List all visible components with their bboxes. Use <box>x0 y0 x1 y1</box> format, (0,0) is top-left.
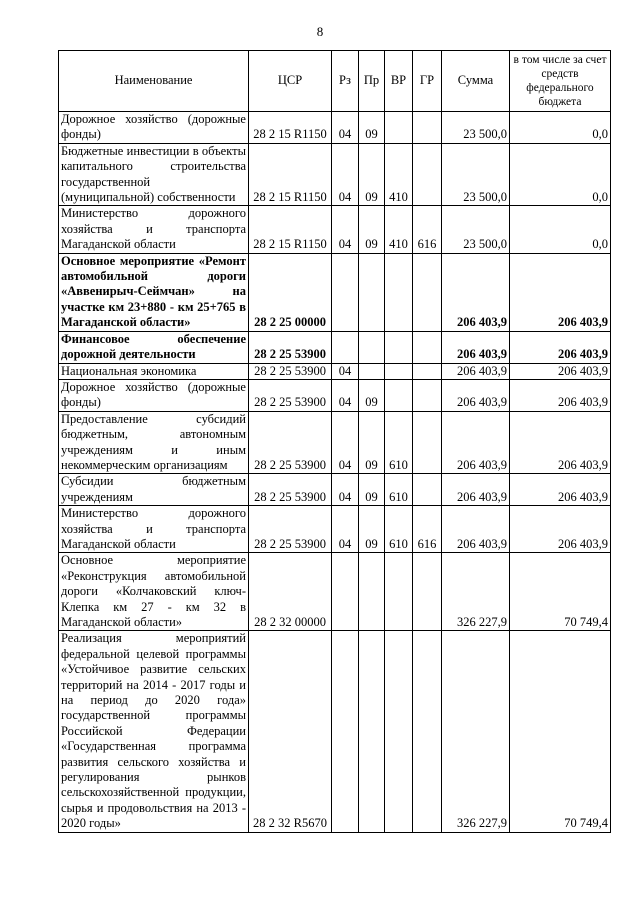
cell-vr <box>385 253 413 331</box>
table-row <box>59 379 611 411</box>
budget-table <box>58 50 611 833</box>
cell-federal: 206 403,9 <box>510 363 611 379</box>
cell-csr: 28 2 25 53900 <box>249 331 332 363</box>
cell-vr: 410 <box>385 143 413 206</box>
cell-csr: 28 2 25 00000 <box>249 253 332 331</box>
cell-csr: 28 2 25 53900 <box>249 363 332 379</box>
cell-vr: 610 <box>385 411 413 474</box>
cell-gr <box>413 143 442 206</box>
table-row <box>59 331 611 363</box>
cell-gr <box>413 411 442 474</box>
cell-pr <box>359 253 385 331</box>
cell-pr: 09 <box>359 143 385 206</box>
cell-pr: 09 <box>359 411 385 474</box>
cell-pr <box>359 631 385 832</box>
cell-rz: 04 <box>332 506 359 553</box>
page-number: 8 <box>316 24 324 39</box>
cell-rz <box>332 631 359 832</box>
cell-sum: 206 403,9 <box>442 474 510 506</box>
cell-rz: 04 <box>332 363 359 379</box>
cell-name: Реализация мероприятий федеральной целевой программы «Устойчивое развитие сельских территорий на 2014 - 2017 годы и на период до 2020 года» государственной программы Российской Федерации «Государственная программа развития сельского хозяйства и регулирования рынков сельскохозяйственной продукции, сырья и продовольствия на 2013 - 2020 годы» <box>59 631 249 832</box>
cell-vr <box>385 112 413 144</box>
cell-sum: 326 227,9 <box>442 553 510 631</box>
cell-rz <box>332 553 359 631</box>
header-vr: ВР <box>385 51 413 112</box>
cell-rz: 04 <box>332 143 359 206</box>
cell-federal: 206 403,9 <box>510 253 611 331</box>
cell-federal: 0,0 <box>510 206 611 253</box>
header-pr: Пр <box>359 51 385 112</box>
cell-gr <box>413 331 442 363</box>
cell-gr <box>413 363 442 379</box>
cell-pr: 09 <box>359 379 385 411</box>
cell-csr: 28 2 32 R5670 <box>249 631 332 832</box>
cell-gr <box>413 112 442 144</box>
cell-vr: 410 <box>385 206 413 253</box>
cell-rz <box>332 253 359 331</box>
cell-vr: 610 <box>385 506 413 553</box>
table-row <box>59 143 611 206</box>
cell-sum: 326 227,9 <box>442 631 510 832</box>
cell-csr: 28 2 25 53900 <box>249 474 332 506</box>
cell-federal: 206 403,9 <box>510 411 611 474</box>
table-row <box>59 506 611 553</box>
cell-pr <box>359 363 385 379</box>
cell-csr: 28 2 15 R1150 <box>249 143 332 206</box>
cell-vr <box>385 553 413 631</box>
table-row <box>59 253 611 331</box>
cell-vr <box>385 631 413 832</box>
table-row <box>59 112 611 144</box>
cell-gr <box>413 379 442 411</box>
table-row <box>59 474 611 506</box>
cell-gr <box>413 253 442 331</box>
cell-rz: 04 <box>332 112 359 144</box>
cell-csr: 28 2 15 R1150 <box>249 206 332 253</box>
cell-name: Министерство дорожного хозяйства и транспорта Магаданской области <box>59 506 249 553</box>
cell-csr: 28 2 25 53900 <box>249 411 332 474</box>
cell-sum: 206 403,9 <box>442 363 510 379</box>
header-sum: Сумма <box>442 51 510 112</box>
cell-sum: 23 500,0 <box>442 112 510 144</box>
cell-pr: 09 <box>359 506 385 553</box>
cell-pr: 09 <box>359 112 385 144</box>
cell-gr: 616 <box>413 506 442 553</box>
table-row <box>59 206 611 253</box>
cell-sum: 206 403,9 <box>442 506 510 553</box>
cell-name: Бюджетные инвестиции в объекты капитального строительства государственной (муниципальной) собственности <box>59 143 249 206</box>
cell-name: Основное мероприятие «Реконструкция автомобильной дороги «Колчаковский ключ-Клепка км 27 - км 32 в Магаданской области» <box>59 553 249 631</box>
cell-name: Предоставление субсидий бюджетным, автономным учреждениям и иным некоммерческим организациям <box>59 411 249 474</box>
cell-federal: 0,0 <box>510 112 611 144</box>
cell-pr: 09 <box>359 206 385 253</box>
cell-sum: 206 403,9 <box>442 379 510 411</box>
cell-name: Министерство дорожного хозяйства и транспорта Магаданской области <box>59 206 249 253</box>
header-federal-budget: в том числе за счет средств федерального бюджета <box>510 51 611 112</box>
cell-csr: 28 2 25 53900 <box>249 379 332 411</box>
cell-name: Основное мероприятие «Ремонт автомобильной дороги «Аввенирыч-Сеймчан» на участке км 23+880 - км 25+765 в Магаданской области» <box>59 253 249 331</box>
cell-vr <box>385 363 413 379</box>
cell-vr: 610 <box>385 474 413 506</box>
cell-vr <box>385 331 413 363</box>
cell-sum: 206 403,9 <box>442 411 510 474</box>
cell-name: Дорожное хозяйство (дорожные фонды) <box>59 112 249 144</box>
cell-sum: 206 403,9 <box>442 253 510 331</box>
header-name: Наименование <box>59 51 249 112</box>
cell-csr: 28 2 25 53900 <box>249 506 332 553</box>
cell-gr: 616 <box>413 206 442 253</box>
cell-name: Национальная экономика <box>59 363 249 379</box>
table-header-row <box>59 51 611 112</box>
cell-sum: 23 500,0 <box>442 143 510 206</box>
cell-sum: 206 403,9 <box>442 331 510 363</box>
header-gr: ГР <box>413 51 442 112</box>
cell-rz: 04 <box>332 379 359 411</box>
table-body <box>59 112 611 833</box>
table-row <box>59 363 611 379</box>
table-row <box>59 553 611 631</box>
cell-federal: 70 749,4 <box>510 631 611 832</box>
cell-vr <box>385 379 413 411</box>
cell-gr <box>413 631 442 832</box>
cell-gr <box>413 474 442 506</box>
cell-name: Финансовое обеспечение дорожной деятельности <box>59 331 249 363</box>
cell-name: Субсидии бюджетным учреждениям <box>59 474 249 506</box>
cell-pr <box>359 553 385 631</box>
cell-federal: 206 403,9 <box>510 379 611 411</box>
header-rz: Рз <box>332 51 359 112</box>
cell-name: Дорожное хозяйство (дорожные фонды) <box>59 379 249 411</box>
cell-federal: 206 403,9 <box>510 506 611 553</box>
cell-rz: 04 <box>332 411 359 474</box>
cell-rz <box>332 331 359 363</box>
cell-federal: 0,0 <box>510 143 611 206</box>
cell-csr: 28 2 32 00000 <box>249 553 332 631</box>
cell-federal: 206 403,9 <box>510 474 611 506</box>
cell-sum: 23 500,0 <box>442 206 510 253</box>
cell-rz: 04 <box>332 474 359 506</box>
table-row <box>59 411 611 474</box>
cell-pr <box>359 331 385 363</box>
cell-pr: 09 <box>359 474 385 506</box>
cell-federal: 70 749,4 <box>510 553 611 631</box>
cell-federal: 206 403,9 <box>510 331 611 363</box>
table-row <box>59 631 611 832</box>
cell-csr: 28 2 15 R1150 <box>249 112 332 144</box>
cell-gr <box>413 553 442 631</box>
cell-rz: 04 <box>332 206 359 253</box>
header-csr: ЦСР <box>249 51 332 112</box>
